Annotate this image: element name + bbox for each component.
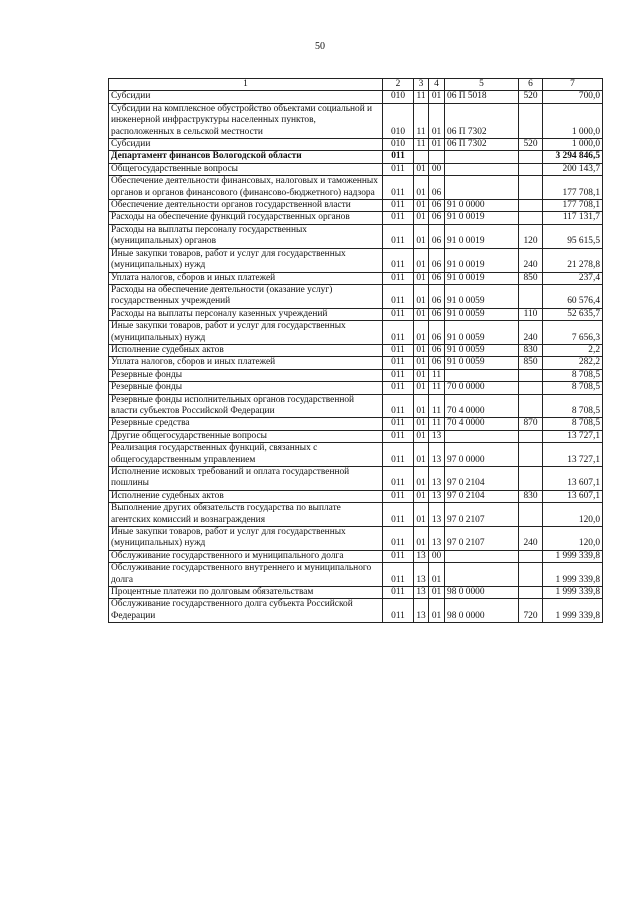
row-expense-type-cell <box>519 200 543 212</box>
row-code-cell: 011 <box>383 503 414 527</box>
row-subsection-cell: 06 <box>429 176 445 200</box>
row-expense-type-cell: 240 <box>519 321 543 345</box>
row-name-cell: Обеспечение деятельности органов государственной власти <box>109 200 383 212</box>
row-code-cell: 011 <box>383 272 414 284</box>
row-section-cell: 01 <box>414 394 429 418</box>
row-expense-type-cell <box>519 284 543 308</box>
row-subsection-cell: 01 <box>429 563 445 587</box>
row-name-cell: Обслуживание государственного внутреннего и муниципального долга <box>109 563 383 587</box>
table-row <box>109 503 603 527</box>
row-expense-type-cell <box>519 503 543 527</box>
row-target-article-cell: 91 0 0019 <box>445 272 519 284</box>
row-code-cell: 011 <box>383 394 414 418</box>
table-row <box>109 321 603 345</box>
header-cell: 7 <box>543 79 603 91</box>
row-code-cell: 011 <box>383 248 414 272</box>
row-code-cell: 010 <box>383 91 414 103</box>
row-subsection-cell: 01 <box>429 103 445 138</box>
row-expense-type-cell: 120 <box>519 224 543 248</box>
table-row <box>109 418 603 430</box>
row-code-cell: 011 <box>383 357 414 369</box>
row-section-cell: 01 <box>414 369 429 381</box>
row-section-cell: 11 <box>414 139 429 151</box>
row-target-article-cell: 91 0 0019 <box>445 248 519 272</box>
row-target-article-cell: 91 0 0059 <box>445 284 519 308</box>
row-amount-cell: 1 000,0 <box>543 139 603 151</box>
row-amount-cell: 120,0 <box>543 527 603 551</box>
row-code-cell: 011 <box>383 382 414 394</box>
row-name-cell: Выполнение других обязательств государства по выплате агентских комиссий и вознаграждения <box>109 503 383 527</box>
row-amount-cell: 21 278,8 <box>543 248 603 272</box>
table-row <box>109 91 603 103</box>
row-name-cell: Исполнение судебных актов <box>109 344 383 356</box>
row-subsection-cell: 13 <box>429 430 445 442</box>
row-amount-cell: 8 708,5 <box>543 369 603 381</box>
row-name-cell: Обслуживание государственного и муниципального долга <box>109 550 383 562</box>
header-cell: 2 <box>383 79 414 91</box>
row-subsection-cell: 06 <box>429 357 445 369</box>
row-section-cell: 01 <box>414 272 429 284</box>
row-name-cell: Обеспечение деятельности финансовых, налоговых и таможенных органов и органов финансового (финансово-бюджетного) надзора <box>109 176 383 200</box>
row-code-cell: 011 <box>383 344 414 356</box>
row-code-cell: 011 <box>383 176 414 200</box>
row-subsection-cell: 06 <box>429 272 445 284</box>
row-name-cell: Субсидии <box>109 91 383 103</box>
row-expense-type-cell <box>519 550 543 562</box>
table-row <box>109 200 603 212</box>
row-target-article-cell <box>445 176 519 200</box>
header-cell: 6 <box>519 79 543 91</box>
row-subsection-cell: 11 <box>429 394 445 418</box>
row-name-cell: Уплата налогов, сборов и иных платежей <box>109 272 383 284</box>
row-subsection-cell: 01 <box>429 91 445 103</box>
row-name-cell: Субсидии на комплексное обустройство объектами социальной и инженерной инфраструктуры населенных пунктов, расположенных в сельской местности <box>109 103 383 138</box>
row-expense-type-cell <box>519 394 543 418</box>
header-cell: 3 <box>414 79 429 91</box>
table-row <box>109 212 603 224</box>
row-name-cell: Расходы на выплаты персоналу государственных (муниципальных) органов <box>109 224 383 248</box>
row-code-cell: 011 <box>383 587 414 599</box>
row-code-cell: 011 <box>383 418 414 430</box>
table-row <box>109 467 603 491</box>
row-expense-type-cell <box>519 369 543 381</box>
row-subsection-cell: 06 <box>429 248 445 272</box>
row-amount-cell: 282,2 <box>543 357 603 369</box>
row-code-cell: 011 <box>383 430 414 442</box>
row-expense-type-cell: 850 <box>519 357 543 369</box>
row-name-cell: Исполнение судебных актов <box>109 490 383 502</box>
row-target-article-cell: 97 0 0000 <box>445 443 519 467</box>
row-section-cell: 01 <box>414 418 429 430</box>
row-section-cell: 01 <box>414 467 429 491</box>
row-subsection-cell: 06 <box>429 344 445 356</box>
row-section-cell: 01 <box>414 503 429 527</box>
row-name-cell: Резервные средства <box>109 418 383 430</box>
row-name-cell: Обслуживание государственного долга субъекта Российской Федерации <box>109 599 383 623</box>
row-section-cell: 01 <box>414 200 429 212</box>
row-section-cell: 13 <box>414 563 429 587</box>
row-target-article-cell: 91 0 0059 <box>445 308 519 320</box>
row-target-article-cell: 06 П 5018 <box>445 91 519 103</box>
row-subsection-cell: 11 <box>429 369 445 381</box>
row-code-cell: 011 <box>383 212 414 224</box>
row-amount-cell: 13 727,1 <box>543 430 603 442</box>
row-name-cell: Департамент финансов Вологодской области <box>109 151 383 163</box>
row-subsection-cell: 00 <box>429 163 445 175</box>
row-name-cell: Общегосударственные вопросы <box>109 163 383 175</box>
row-code-cell: 011 <box>383 563 414 587</box>
table-row <box>109 563 603 587</box>
row-amount-cell: 13 607,1 <box>543 467 603 491</box>
row-subsection-cell: 06 <box>429 212 445 224</box>
row-expense-type-cell: 720 <box>519 599 543 623</box>
header-cell: 5 <box>445 79 519 91</box>
row-target-article-cell: 98 0 0000 <box>445 599 519 623</box>
row-section-cell: 01 <box>414 382 429 394</box>
table-row <box>109 176 603 200</box>
row-target-article-cell: 70 4 0000 <box>445 418 519 430</box>
row-subsection-cell: 06 <box>429 308 445 320</box>
table-row <box>109 430 603 442</box>
row-expense-type-cell <box>519 430 543 442</box>
row-target-article-cell <box>445 430 519 442</box>
row-amount-cell: 60 576,4 <box>543 284 603 308</box>
row-name-cell: Другие общегосударственные вопросы <box>109 430 383 442</box>
row-expense-type-cell: 520 <box>519 91 543 103</box>
table-row <box>109 357 603 369</box>
row-target-article-cell: 91 0 0059 <box>445 321 519 345</box>
table-row <box>109 394 603 418</box>
row-section-cell <box>414 151 429 163</box>
table-row <box>109 224 603 248</box>
table-row <box>109 344 603 356</box>
row-section-cell: 01 <box>414 176 429 200</box>
row-code-cell: 011 <box>383 550 414 562</box>
row-amount-cell: 13 727,1 <box>543 443 603 467</box>
row-subsection-cell: 11 <box>429 418 445 430</box>
row-section-cell: 13 <box>414 599 429 623</box>
row-subsection-cell: 13 <box>429 490 445 502</box>
row-subsection-cell: 01 <box>429 587 445 599</box>
row-section-cell: 01 <box>414 357 429 369</box>
row-target-article-cell: 91 0 0000 <box>445 200 519 212</box>
row-amount-cell: 200 143,7 <box>543 163 603 175</box>
row-expense-type-cell <box>519 467 543 491</box>
row-amount-cell: 1 999 339,8 <box>543 599 603 623</box>
row-expense-type-cell: 870 <box>519 418 543 430</box>
row-amount-cell: 7 656,3 <box>543 321 603 345</box>
row-name-cell: Резервные фонды <box>109 369 383 381</box>
row-target-article-cell: 70 0 0000 <box>445 382 519 394</box>
row-code-cell: 011 <box>383 527 414 551</box>
row-code-cell: 011 <box>383 151 414 163</box>
table-row <box>109 163 603 175</box>
row-code-cell: 011 <box>383 163 414 175</box>
table-row <box>109 443 603 467</box>
row-expense-type-cell <box>519 587 543 599</box>
row-target-article-cell <box>445 163 519 175</box>
row-name-cell: Резервные фонды <box>109 382 383 394</box>
row-section-cell: 11 <box>414 103 429 138</box>
table-row <box>109 151 603 163</box>
row-name-cell: Реализация государственных функций, связанных с общегосударственным управлением <box>109 443 383 467</box>
table-row <box>109 103 603 138</box>
row-section-cell: 01 <box>414 443 429 467</box>
row-expense-type-cell: 520 <box>519 139 543 151</box>
row-code-cell: 011 <box>383 467 414 491</box>
table-row <box>109 527 603 551</box>
row-section-cell: 01 <box>414 321 429 345</box>
row-name-cell: Расходы на выплаты персоналу казенных учреждений <box>109 308 383 320</box>
row-subsection-cell: 01 <box>429 139 445 151</box>
row-section-cell: 01 <box>414 163 429 175</box>
row-subsection-cell: 06 <box>429 224 445 248</box>
row-code-cell: 010 <box>383 103 414 138</box>
row-expense-type-cell <box>519 163 543 175</box>
row-target-article-cell <box>445 151 519 163</box>
row-expense-type-cell <box>519 563 543 587</box>
row-amount-cell: 8 708,5 <box>543 394 603 418</box>
header-cell: 4 <box>429 79 445 91</box>
row-name-cell: Уплата налогов, сборов и иных платежей <box>109 357 383 369</box>
row-subsection-cell: 11 <box>429 382 445 394</box>
row-target-article-cell: 06 П 7302 <box>445 139 519 151</box>
table-row <box>109 139 603 151</box>
row-target-article-cell: 70 4 0000 <box>445 394 519 418</box>
row-expense-type-cell <box>519 382 543 394</box>
row-name-cell: Резервные фонды исполнительных органов государственной власти субъектов Российской Федерации <box>109 394 383 418</box>
row-section-cell: 01 <box>414 527 429 551</box>
row-amount-cell: 177 708,1 <box>543 200 603 212</box>
row-code-cell: 011 <box>383 443 414 467</box>
table-row <box>109 490 603 502</box>
row-section-cell: 01 <box>414 308 429 320</box>
row-code-cell: 011 <box>383 200 414 212</box>
table-row <box>109 382 603 394</box>
table-row <box>109 587 603 599</box>
row-section-cell: 01 <box>414 212 429 224</box>
row-section-cell: 13 <box>414 550 429 562</box>
row-subsection-cell: 13 <box>429 503 445 527</box>
row-code-cell: 011 <box>383 369 414 381</box>
row-expense-type-cell: 240 <box>519 248 543 272</box>
row-name-cell: Расходы на обеспечение деятельности (оказание услуг) государственных учреждений <box>109 284 383 308</box>
row-expense-type-cell: 830 <box>519 344 543 356</box>
row-target-article-cell: 98 0 0000 <box>445 587 519 599</box>
row-expense-type-cell <box>519 103 543 138</box>
row-expense-type-cell <box>519 212 543 224</box>
row-amount-cell: 52 635,7 <box>543 308 603 320</box>
row-amount-cell: 13 607,1 <box>543 490 603 502</box>
table-row <box>109 308 603 320</box>
budget-table <box>108 78 603 623</box>
row-amount-cell: 1 000,0 <box>543 103 603 138</box>
row-name-cell: Иные закупки товаров, работ и услуг для государственных (муниципальных) нужд <box>109 248 383 272</box>
row-code-cell: 011 <box>383 224 414 248</box>
row-code-cell: 010 <box>383 139 414 151</box>
row-amount-cell: 1 999 339,8 <box>543 563 603 587</box>
row-target-article-cell: 97 0 2107 <box>445 503 519 527</box>
header-cell: 1 <box>109 79 383 91</box>
row-section-cell: 01 <box>414 344 429 356</box>
row-expense-type-cell: 850 <box>519 272 543 284</box>
row-amount-cell: 8 708,5 <box>543 418 603 430</box>
row-amount-cell: 1 999 339,8 <box>543 550 603 562</box>
row-amount-cell: 700,0 <box>543 91 603 103</box>
table-row <box>109 550 603 562</box>
row-target-article-cell <box>445 550 519 562</box>
row-subsection-cell <box>429 151 445 163</box>
row-subsection-cell: 06 <box>429 321 445 345</box>
row-amount-cell: 120,0 <box>543 503 603 527</box>
row-target-article-cell: 91 0 0019 <box>445 224 519 248</box>
row-amount-cell: 177 708,1 <box>543 176 603 200</box>
table-row <box>109 599 603 623</box>
row-expense-type-cell: 830 <box>519 490 543 502</box>
row-expense-type-cell <box>519 443 543 467</box>
row-subsection-cell: 06 <box>429 200 445 212</box>
row-amount-cell: 117 131,7 <box>543 212 603 224</box>
row-target-article-cell: 97 0 2107 <box>445 527 519 551</box>
row-section-cell: 01 <box>414 430 429 442</box>
row-amount-cell: 2,2 <box>543 344 603 356</box>
row-section-cell: 13 <box>414 587 429 599</box>
row-target-article-cell: 06 П 7302 <box>445 103 519 138</box>
row-section-cell: 01 <box>414 284 429 308</box>
row-name-cell: Иные закупки товаров, работ и услуг для государственных (муниципальных) нужд <box>109 527 383 551</box>
row-code-cell: 011 <box>383 490 414 502</box>
row-amount-cell: 3 294 846,5 <box>543 151 603 163</box>
row-code-cell: 011 <box>383 599 414 623</box>
row-subsection-cell: 13 <box>429 443 445 467</box>
row-name-cell: Исполнение исковых требований и оплата государственной пошлины <box>109 467 383 491</box>
row-target-article-cell <box>445 369 519 381</box>
table-header-row <box>109 79 603 91</box>
row-code-cell: 011 <box>383 284 414 308</box>
row-expense-type-cell: 110 <box>519 308 543 320</box>
row-name-cell: Субсидии <box>109 139 383 151</box>
row-subsection-cell: 06 <box>429 284 445 308</box>
row-amount-cell: 1 999 339,8 <box>543 587 603 599</box>
row-expense-type-cell: 240 <box>519 527 543 551</box>
row-subsection-cell: 00 <box>429 550 445 562</box>
table-row <box>109 369 603 381</box>
row-code-cell: 011 <box>383 321 414 345</box>
row-target-article-cell: 91 0 0019 <box>445 212 519 224</box>
row-section-cell: 01 <box>414 248 429 272</box>
row-expense-type-cell <box>519 176 543 200</box>
row-subsection-cell: 01 <box>429 599 445 623</box>
row-name-cell: Иные закупки товаров, работ и услуг для государственных (муниципальных) нужд <box>109 321 383 345</box>
row-name-cell: Расходы на обеспечение функций государственных органов <box>109 212 383 224</box>
row-amount-cell: 8 708,5 <box>543 382 603 394</box>
page-number: 50 <box>315 41 325 52</box>
row-section-cell: 01 <box>414 490 429 502</box>
row-target-article-cell: 97 0 2104 <box>445 467 519 491</box>
table-row <box>109 284 603 308</box>
table-row <box>109 248 603 272</box>
row-target-article-cell: 91 0 0059 <box>445 344 519 356</box>
row-target-article-cell <box>445 563 519 587</box>
table-row <box>109 272 603 284</box>
row-subsection-cell: 13 <box>429 527 445 551</box>
row-amount-cell: 95 615,5 <box>543 224 603 248</box>
row-section-cell: 01 <box>414 224 429 248</box>
row-target-article-cell: 97 0 2104 <box>445 490 519 502</box>
row-target-article-cell: 91 0 0059 <box>445 357 519 369</box>
row-amount-cell: 237,4 <box>543 272 603 284</box>
row-section-cell: 11 <box>414 91 429 103</box>
row-expense-type-cell <box>519 151 543 163</box>
row-name-cell: Процентные платежи по долговым обязательствам <box>109 587 383 599</box>
row-subsection-cell: 13 <box>429 467 445 491</box>
row-code-cell: 011 <box>383 308 414 320</box>
